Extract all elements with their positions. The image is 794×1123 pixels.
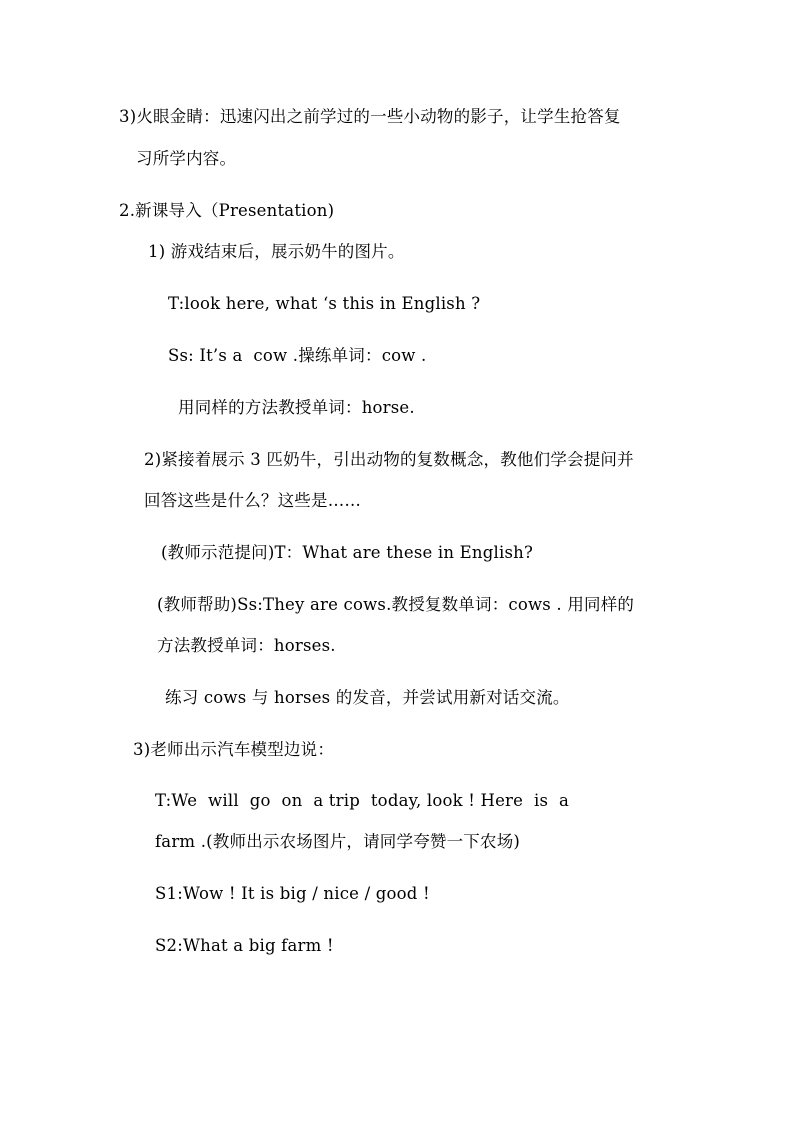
- teacher-help-line-2: 方法教授单词：horses.: [157, 636, 336, 655]
- step-1-heading: 1) 游戏结束后，展示奶牛的图片。: [148, 242, 405, 261]
- dialogue-trip-line-2: farm .(教师出示农场图片，请同学夸赞一下农场): [155, 832, 521, 851]
- step-2-line-2: 回答这些是什么？这些是……: [144, 491, 362, 510]
- step-3-fire-eyes-line-2: 习所学内容。: [136, 149, 237, 168]
- step-3-fire-eyes-line-1: 3)火眼金睛：迅速闪出之前学过的一些小动物的影子，让学生抢答复: [119, 107, 621, 126]
- section-2-heading: 2.新课导入（Presentation): [119, 201, 335, 220]
- dialogue-students-answer: Ss: It’s a cow .操练单词：cow .: [168, 346, 427, 365]
- dialogue-trip-line-1: T:We will go on a trip today, look ! Here is a: [155, 791, 570, 810]
- step-3-model-car: 3)老师出示汽车模型边说：: [133, 740, 335, 759]
- teacher-demo-question: (教师示范提问)T：What are these in English?: [161, 543, 533, 562]
- teacher-help-line-1: (教师帮助)Ss:They are cows.教授复数单词：cows . 用同样的: [157, 595, 635, 614]
- pronunciation-practice: 练习 cows 与 horses 的发音，并尝试用新对话交流。: [165, 688, 570, 707]
- horse-instruction: 用同样的方法教授单词：horse.: [178, 398, 415, 417]
- step-2-line-1: 2)紧接着展示 3 匹奶牛，引出动物的复数概念，教他们学会提问并: [144, 450, 634, 469]
- dialogue-teacher-question: T:look here, what ‘s this in English ?: [168, 294, 481, 313]
- dialogue-s1: S1:Wow ! It is big / nice / good !: [155, 884, 430, 903]
- dialogue-s2: S2:What a big farm !: [155, 936, 334, 955]
